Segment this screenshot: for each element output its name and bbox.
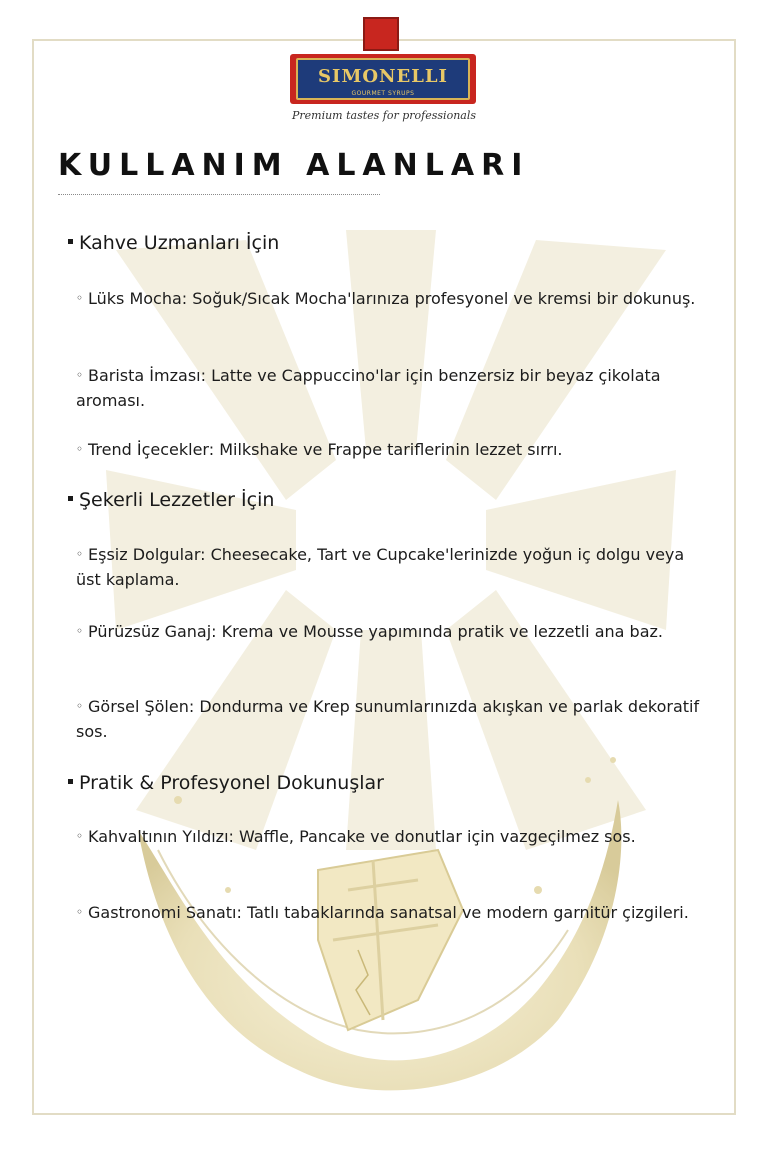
circle-bullet-icon: ◦ [76,905,84,919]
list-item: ◦ Gastronomi Sanatı: Tatlı tabaklarında sanatsal ve modern garnitür çizgileri. [76,900,706,925]
section-heading-practical: Pratik & Profesyonel Dokunuşlar [68,772,384,794]
page-title: KULLANIM ALANLARI [58,148,530,183]
list-item: ◦ Trend İçecekler: Milkshake ve Frappe tariflerinin lezzet sırrı. [76,437,706,462]
brand-subtitle: GOURMET SYRUPS [351,90,415,97]
list-item: ◦ Görsel Şölen: Dondurma ve Krep sunumlarınızda akışkan ve parlak dekoratif sos. [76,694,706,744]
title-divider [58,194,380,195]
circle-bullet-icon: ◦ [76,829,84,843]
circle-bullet-icon: ◦ [76,442,84,456]
simonelli-logo [288,14,480,124]
circle-bullet-icon: ◦ [76,291,84,305]
brand-tagline: Premium tastes for professionals [291,109,476,122]
square-bullet-icon [68,239,73,244]
section-heading-coffee: Kahve Uzmanları İçin [68,232,279,254]
circle-bullet-icon: ◦ [76,547,84,561]
crest-icon [363,17,399,51]
chocolate-splash-image [118,740,638,1120]
list-item: ◦ Lüks Mocha: Soğuk/Sıcak Mocha'larınıza profesyonel ve kremsi bir dokunuş. [76,286,706,311]
circle-bullet-icon: ◦ [76,699,84,713]
section-heading-desserts: Şekerli Lezzetler İçin [68,489,274,511]
circle-bullet-icon: ◦ [76,624,84,638]
list-item: ◦ Kahvaltının Yıldızı: Waffle, Pancake ve donutlar için vazgeçilmez sos. [76,824,706,849]
brand-name: SIMONELLI [318,66,448,87]
square-bullet-icon [68,496,73,501]
list-item: ◦ Pürüzsüz Ganaj: Krema ve Mousse yapımında pratik ve lezzetli ana baz. [76,619,706,644]
circle-bullet-icon: ◦ [76,368,84,382]
list-item: ◦ Eşsiz Dolgular: Cheesecake, Tart ve Cupcake'lerinizde yoğun iç dolgu veya üst kaplama. [76,542,706,592]
square-bullet-icon [68,779,73,784]
list-item: ◦ Barista İmzası: Latte ve Cappuccino'lar için benzersiz bir beyaz çikolata aroması. [76,363,706,413]
